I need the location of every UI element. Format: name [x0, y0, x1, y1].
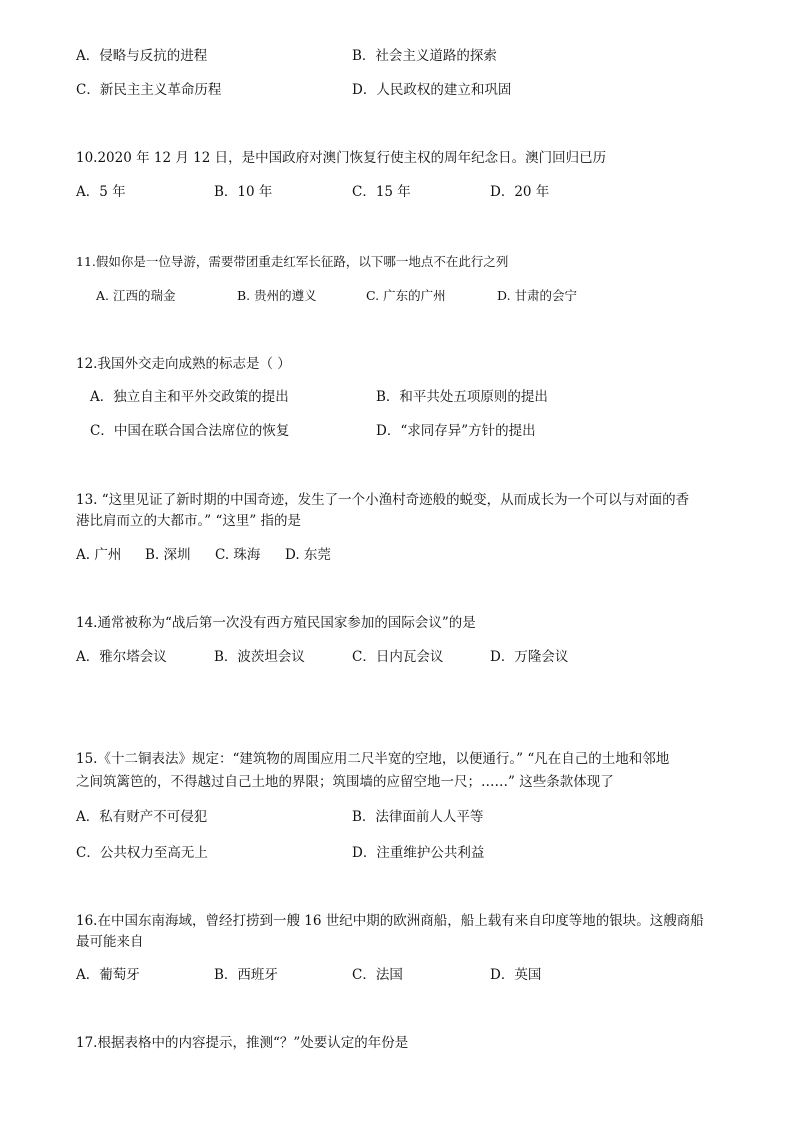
q16-option-a: A．葡萄牙: [76, 967, 140, 983]
q15-option-a: A．私有财产不可侵犯: [76, 809, 208, 825]
q16-option-c: C．法国: [352, 967, 403, 983]
q10-option-d: D．20 年: [490, 184, 550, 200]
q10-option-c: C．15 年: [352, 184, 411, 200]
q15-option-c: C．公共权力至高无上: [76, 845, 208, 861]
q10-stem: 10.2020 年 12 月 12 日，是中国政府对澳门恢复行使主权的周年纪念日。澳门回归已历: [76, 150, 607, 166]
q16-stem-line1: 16.在中国东南海域，曾经打捞到一艘 16 世纪中期的欧洲商船，船上载有来自印度等地的银块。这艘商船: [76, 913, 704, 929]
q11-option-b: B. 贵州的遵义: [237, 288, 317, 303]
q9-option-d: D．人民政权的建立和巩固: [352, 82, 512, 98]
q12-option-c: C．中国在联合国合法席位的恢复: [90, 423, 290, 439]
q14-option-b: B．波茨坦会议: [214, 649, 305, 665]
q12-option-a: A．独立自主和平外交政策的提出: [90, 389, 289, 405]
q11-option-d: D. 甘肃的会宁: [497, 288, 578, 303]
q13-option-d: D. 东莞: [285, 547, 331, 563]
q14-stem: 14.通常被称为“战后第一次没有西方殖民国家参加的国际会议”的是: [76, 615, 476, 631]
q11-option-a: A. 江西的瑞金: [96, 288, 176, 303]
q11-option-c: C. 广东的广州: [366, 288, 446, 303]
q15-option-d: D．注重维护公共利益: [352, 845, 485, 861]
q12-option-d: D．“求同存异”方针的提出: [376, 423, 536, 439]
q15-stem-line2: 之间筑篱笆的，不得越过自己土地的界限；筑围墙的应留空地一尺；……” 这些条款体现了: [76, 774, 614, 790]
q16-option-d: D．英国: [490, 967, 542, 983]
q9-option-b: B．社会主义道路的探索: [352, 48, 497, 64]
q14-option-d: D．万隆会议: [490, 649, 569, 665]
q10-option-a: A．5 年: [76, 184, 126, 200]
q9-option-a: A．侵略与反抗的进程: [76, 48, 208, 64]
q13-option-b: B. 深圳: [145, 547, 191, 563]
q12-option-b: B．和平共处五项原则的提出: [376, 389, 548, 405]
q16-option-b: B．西班牙: [214, 967, 278, 983]
q13-option-a: A. 广州: [76, 547, 122, 563]
q15-stem-line1: 15.《十二铜表法》规定：“建筑物的周围应用二尺半宽的空地，以便通行。” “凡在自己的土地和邻地: [76, 751, 670, 767]
q13-stem-line2: 港比肩而立的大都市。” “这里” 指的是: [76, 513, 302, 529]
q14-option-c: C．日内瓦会议: [352, 649, 444, 665]
q13-stem-line1: 13. “这里见证了新时期的中国奇迹，发生了一个小渔村奇迹般的蜕变，从而成长为一个可以与对面的香: [76, 492, 690, 508]
q15-option-b: B．法律面前人人平等: [352, 809, 484, 825]
q16-stem-line2: 最可能来自: [76, 934, 144, 950]
q9-option-c: C．新民主主义革命历程: [76, 82, 222, 98]
q11-stem: 11.假如你是一位导游，需要带团重走红军长征路，以下哪一地点不在此行之列: [76, 254, 509, 269]
q17-stem: 17.根据表格中的内容提示，推测“？”处要认定的年份是: [76, 1035, 409, 1051]
q13-option-c: C. 珠海: [215, 547, 261, 563]
q10-option-b: B．10 年: [214, 184, 273, 200]
q14-option-a: A．雅尔塔会议: [76, 649, 167, 665]
q12-stem: 12.我国外交走向成熟的标志是（ ）: [76, 356, 291, 372]
